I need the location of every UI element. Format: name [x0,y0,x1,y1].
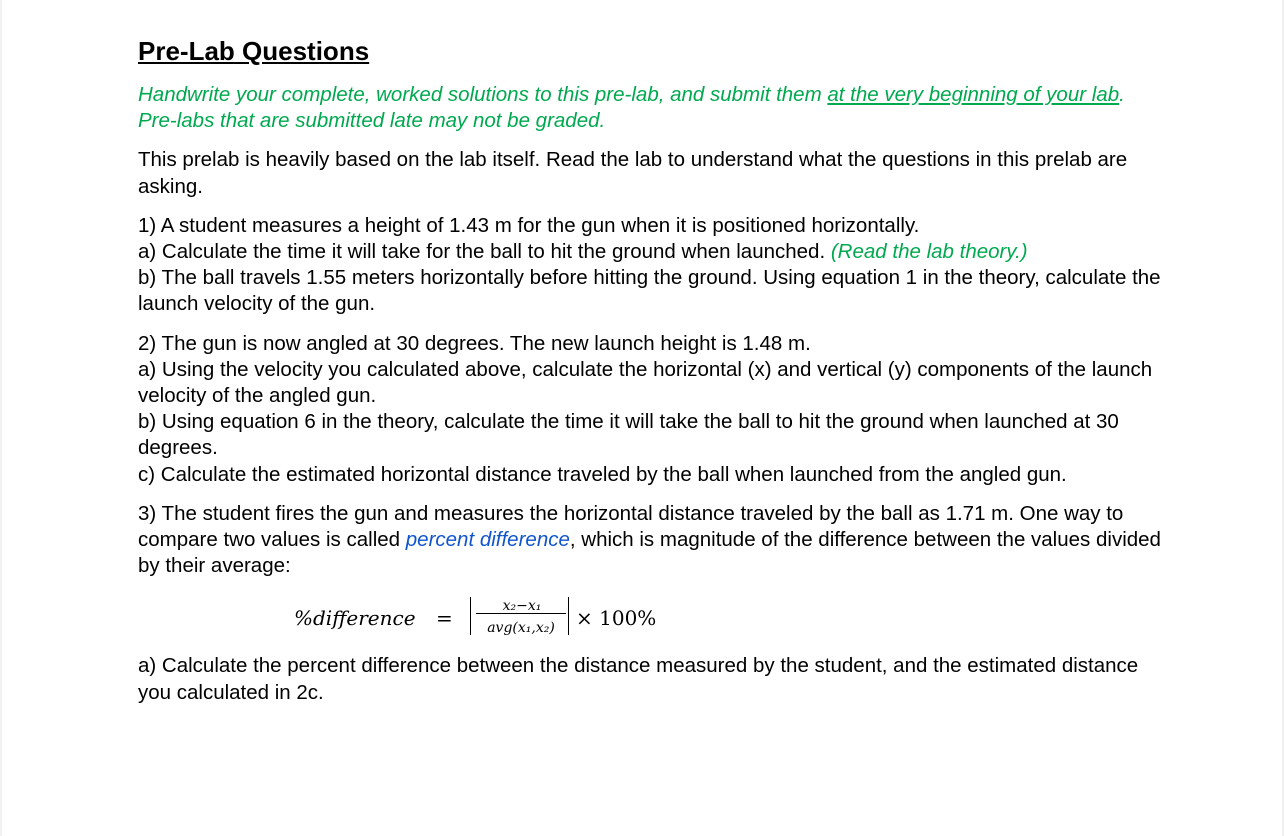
formula-numerator: x₂−x₁ [502,598,542,615]
formula-denominator: avg(x₁,x₂) [487,620,555,637]
q3-stem-before: 3) The student fires the gun and measures the horizontal distance traveled by the ball as 1.71 m. One way to compare two values is called [138,501,1124,552]
formula-equals: = [436,606,453,631]
intro-text-before: Handwrite your complete, worked solutions to this pre-lab, and submit them [138,83,828,106]
q2-stem: 2) The gun is now angled at 30 degrees. The new launch height is 1.48 m. [138,331,811,355]
question-1 [138,213,1168,318]
question-3 [138,501,1168,706]
q3-stem [138,501,1168,580]
page-title: Pre-Lab Questions [138,36,370,66]
q1-part-a [138,239,1168,265]
q3-stem-after: , which is magnitude of the difference between the values divided by their average: [138,528,1161,578]
percent-difference-link[interactable]: percent difference [405,528,570,552]
intro-instructions [138,82,1168,134]
fraction-bar [476,613,566,614]
formula-times-100: × 100% [576,606,657,631]
q1-part-a-hint: (Read the lab theory.) [830,240,1028,264]
q1-stem: 1) A student measures a height of 1.43 m for the gun when it is positioned horizontally. [138,213,920,237]
q2-part-b: b) Using equation 6 in the theory, calculate the time it will take the ball to hit the ground when launched at 30 degrees. [138,410,1119,460]
question-2 [138,331,1168,488]
document-page [2,0,1282,836]
prelab-note: This prelab is heavily based on the lab itself. Read the lab to understand what the questions in this prelab are asking. [138,148,1128,198]
intro-text-after: . Pre-labs that are submitted late may not be graded. [138,83,1125,133]
q2-part-a: a) Using the velocity you calculated above, calculate the horizontal (x) and vertical (y) components of the launch velocity of the angled gun. [138,357,1153,408]
abs-bar-left [470,597,471,635]
q2-part-c: c) Calculate the estimated horizontal distance traveled by the ball when launched from the angled gun. [138,462,1067,486]
percent-difference-formula [138,593,1168,641]
q1-part-a-text: a) Calculate the time it will take for the ball to hit the ground when launched. [138,240,831,264]
intro-underlined-text: at the very beginning of your lab [827,83,1120,106]
q1-part-b: b) The ball travels 1.55 meters horizontally before hitting the ground. Using equation 1 in the theory, calculate the launch velocity of the gun. [138,266,1161,316]
formula-lhs: %difference [294,606,416,631]
abs-bar-right [568,597,569,635]
q3-part-a: a) Calculate the percent difference between the distance measured by the student, and the estimated distance you calculated in 2c. [138,654,1139,704]
document-content [138,34,1168,706]
